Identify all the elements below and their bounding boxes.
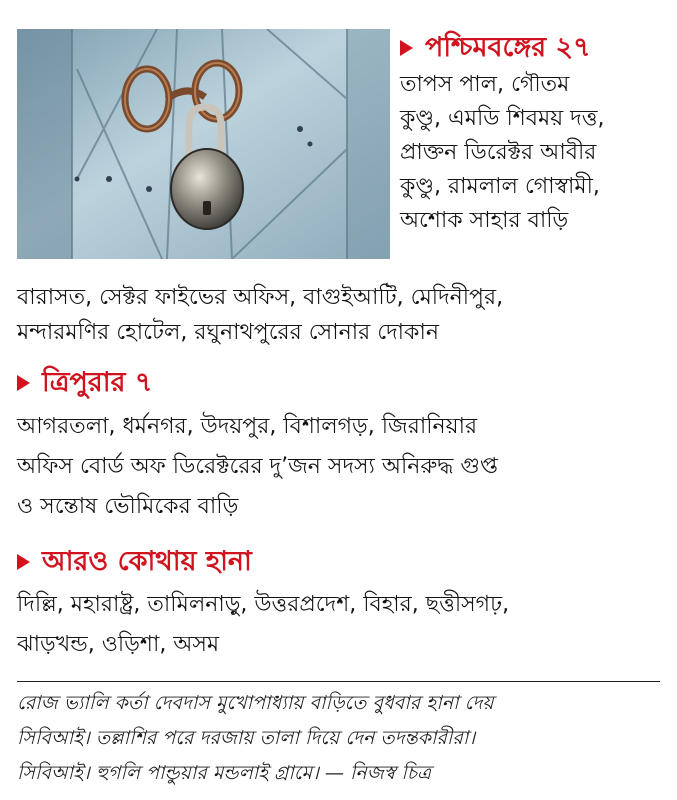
west-bengal-line-5: অশোক সাহার বাড়ি	[400, 208, 569, 233]
triangle-arrow-icon	[17, 375, 30, 391]
tripura-line-1: আগরতলা, ধর্মনগর, উদয়পুর, বিশালগড়, জিরানিয়ার	[17, 414, 478, 439]
west-bengal-line-7: মন্দারমণির হোটেল, রঘুনাথপুরের সোনার দোকান	[17, 320, 439, 345]
west-bengal-line-4: কুণ্ডু, রামলাল গোস্বামী,	[400, 174, 600, 199]
elsewhere-line-1: দিল্লি, মহারাষ্ট্র, তামিলনাড়ু, উত্তরপ্রদেশ, বিহার, ছত্তীসগঢ়,	[17, 592, 510, 617]
caption-line-1: রোজ ভ্যালি কর্তা দেবদাস মুখোপাধ্যায় বাড়িতে বুধবার হানা দেয়	[17, 692, 494, 714]
section-heading-text: পশ্চিমবঙ্গের ২৭	[425, 32, 591, 63]
caption-divider	[17, 681, 660, 682]
section-heading-text: আরও কোথায় হানা	[42, 546, 252, 577]
west-bengal-line-1: তাপস পাল, গৌতম	[400, 72, 570, 97]
elsewhere-line-2: ঝাড়খন্ড, ওড়িশা, অসম	[17, 632, 220, 657]
section-heading-west-bengal	[400, 30, 591, 66]
section-heading-tripura	[17, 365, 152, 401]
caption-line-2: সিবিআই। তল্লাশির পরে দরজায় তালা দিয়ে দেন তদন্তকারীরা।	[17, 727, 476, 749]
west-bengal-line-3: প্রাক্তন ডিরেক্টর আবীর	[400, 140, 597, 165]
padlock-door-image	[17, 29, 390, 259]
padlock-photo	[17, 29, 390, 259]
triangle-arrow-icon	[17, 554, 30, 570]
west-bengal-line-6: বারাসত, সেক্টর ফাইভের অফিস, বাগুইআটি, মেদিনীপুর,	[17, 285, 504, 310]
section-heading-text: ত্রিপুরার ৭	[42, 367, 153, 398]
west-bengal-line-2: কুণ্ডু, এমডি শিবময় দত্ত,	[400, 106, 605, 131]
section-heading-elsewhere	[17, 544, 252, 580]
tripura-line-3: ও সন্তোষ ভৌমিকের বাড়ি	[17, 494, 239, 519]
triangle-arrow-icon	[400, 40, 413, 56]
caption-line-3: সিবিআই। হুগলি পান্ডুয়ার মন্ডলাই গ্রামে। — নিজস্ব চিত্র	[17, 762, 431, 784]
tripura-line-2: অফিস বোর্ড অফ ডিরেক্টরের দু’জন সদস্য অনিরুদ্ধ গুপ্ত	[17, 454, 498, 479]
